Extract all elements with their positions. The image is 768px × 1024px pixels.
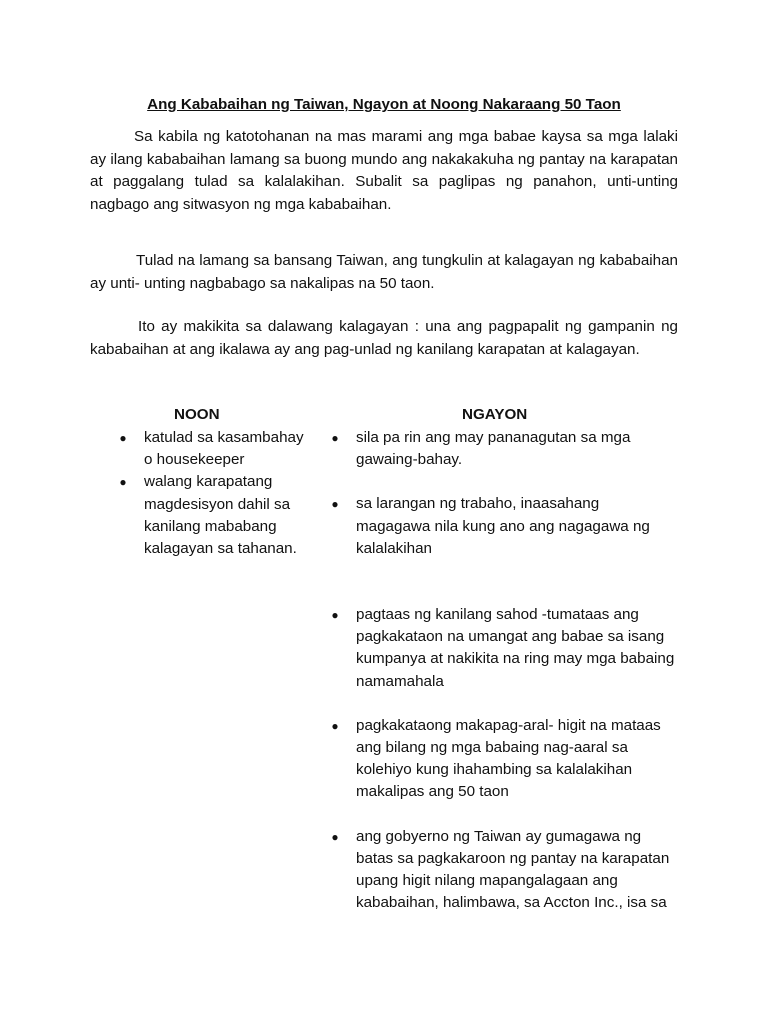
bullet-icon: ● [119, 475, 127, 490]
list-item [330, 604, 700, 693]
paragraph-2: Tulad na lamang sa bansang Taiwan, ang tungkulin at kalagayan ng kababaihan ay unti- unting nagbabago sa nakalipas na 50 taon. [90, 252, 678, 292]
list-item [330, 715, 700, 804]
list-item-text: sa larangan ng trabaho, inaasahang magagawa nila kung ano ang nagagawa ng kalalakihan [356, 495, 650, 557]
list-item [118, 427, 318, 471]
bullet-icon: ● [331, 431, 339, 445]
paragraph-1: Sa kabila ng katotohanan na mas marami ang mga babae kaysa sa mga lalaki ay ilang kababaihan lamang sa buong mundo ang nakakakuha ng pantay na karapatan at paggalang tulad sa kalalakihan. Subalit sa paglipas ng panahon, unti-unting nagbago ang sitwasyon ng mga kababaihan. [90, 128, 678, 213]
list-item [330, 493, 700, 560]
bullet-icon: ● [331, 497, 339, 512]
list-item-text: pagkakataong makapag-aral- higit na mataas ang bilang ng mga babaing nag-aaral sa kolehiyo kung ihahambing sa kalalakihan makalipas ang 50 taon [356, 716, 661, 801]
list-item [330, 427, 700, 471]
ngayon-heading: NGAYON [462, 406, 528, 423]
list-item [330, 826, 700, 915]
list-item-text: katulad sa kasambahay o housekeeper [144, 429, 304, 469]
document-title: Ang Kababaihan ng Taiwan, Ngayon at Noong Nakaraang 50 Taon [147, 96, 621, 113]
paragraph-3: Ito ay makikita sa dalawang kalagayan : una ang pagpapalit ng gampanin ng kababaihan at ang ikalawa ay ang pag-unlad ng kanilang karapatan at kalagayan. [90, 318, 678, 358]
bullet-icon: ● [331, 718, 339, 733]
list-item [118, 471, 318, 560]
ngayon-list [330, 427, 700, 914]
list-item-text: ang gobyerno ng Taiwan ay gumagawa ng batas sa pagkakaroon ng pantay na karapatan upang higit nilang mapangalagaan ang kababaihan, halimbawa, sa Accton Inc., isa sa [356, 827, 670, 912]
bullet-icon: ● [119, 431, 127, 445]
noon-heading: NOON [174, 406, 220, 423]
noon-list [118, 427, 318, 560]
list-item-text: pagtaas ng kanilang sahod -tumataas ang pagkakataon na umangat ang babae sa isang kumpanya at nakikita na ring may mga babaing namamahala [356, 606, 675, 690]
bullet-icon: ● [331, 829, 339, 844]
list-item-text: sila pa rin ang may pananagutan sa mga gawaing-bahay. [356, 429, 631, 469]
bullet-icon: ● [331, 608, 339, 623]
list-item-text: walang karapatang magdesisyon dahil sa kanilang mababang kalagayan sa tahanan. [144, 473, 297, 558]
